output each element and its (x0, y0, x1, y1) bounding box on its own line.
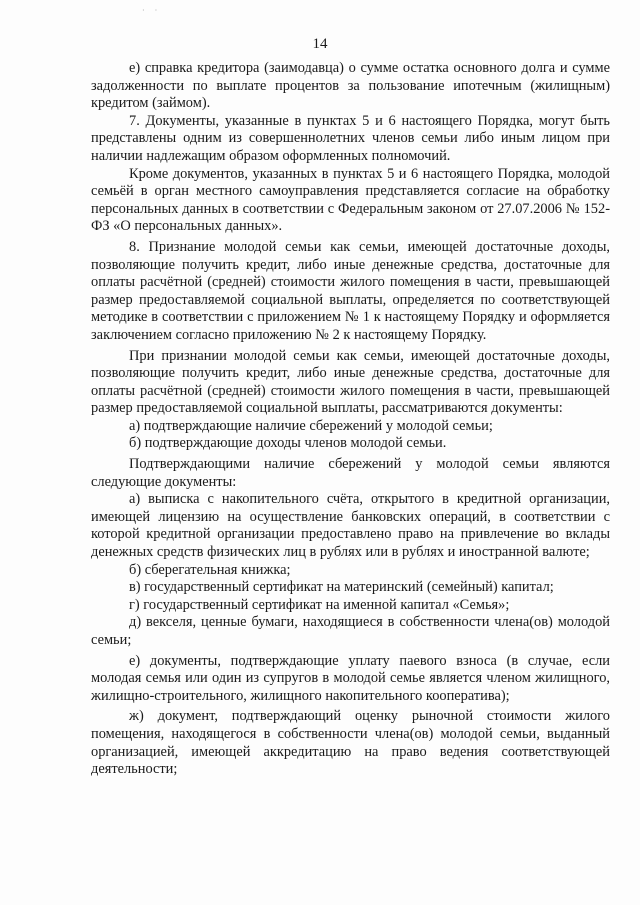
paragraph: в) государственный сертификат на материнский (семейный) капитал; (129, 579, 554, 596)
paragraph: 8. Признание молодой семьи как семьи, имеющей достаточные доходы, позволяющие получить кредит, либо иные денежные средства, достаточные для оплаты расчётной (средней) стоимости жилого помещения в части, превышающей размер предоставляемой социальной выплаты, определяется по соответствующей методике в соответствии с приложением № 1 к настоящему Порядку и оформляется заключением согласно приложению № 2 к настоящему Порядку. (91, 238, 610, 343)
paragraph: е) справка кредитора (заимодавца) о сумме остатка основного долга и сумме задолженности по выплате процентов за пользование ипотечным (жилищным) кредитом (займом). (91, 60, 610, 112)
paragraph: г) государственный сертификат на именной капитал «Семья»; (129, 596, 510, 613)
paragraph: д) векселя, ценные бумаги, находящиеся в собственности члена(ов) молодой семьи; (91, 614, 610, 648)
paragraph: а) выписка с накопительного счёта, открытого в кредитной организации, имеющей лицензию на осуществление банковских операций, в соответствии с которой кредитной организации предоставлено право на привлечение во вклады денежных средств физических лиц в рублях или в рублях и иностранной валюте; (91, 491, 610, 561)
paragraph: е) документы, подтверждающие уплату паевого взноса (в случае, если молодая семья или один из супругов в молодой семье является членом жилищного, жилищно-строительного, жилищного накопительного кооператива); (91, 652, 610, 704)
paragraph: Подтверждающими наличие сбережений у молодой семьи являются следующие документы: (91, 456, 610, 490)
paragraph: Кроме документов, указанных в пунктах 5 и 6 настоящего Порядка, молодой семьёй в орган местного самоуправления представляется согласие на обработку персональных данных в соответствии с Федеральным законом от 27.07.2006 № 152-ФЗ «О персональных данных». (91, 165, 610, 235)
paragraph: а) подтверждающие наличие сбережений у молодой семьи; (129, 417, 493, 434)
paragraph: 7. Документы, указанные в пунктах 5 и 6 настоящего Порядка, могут быть представлены одним из совершеннолетних членов семьи либо иным лицом при наличии надлежащим образом оформленных полномочий. (91, 112, 610, 164)
paragraph: б) подтверждающие доходы членов молодой семьи. (129, 435, 447, 452)
paragraph: При признании молодой семьи как семьи, имеющей достаточные доходы, позволяющие получить кредит, либо иные денежные средства, достаточные для оплаты расчётной (средней) стоимости жилого помещения в части, превышающей размер предоставляемой социальной выплаты, рассматриваются документы: (91, 347, 610, 417)
body-text (91, 60, 610, 779)
scan-artifact: · · (142, 6, 162, 15)
page-number: 14 (312, 36, 328, 52)
paragraph: ж) документ, подтверждающий оценку рыночной стоимости жилого помещения, находящегося в собственности члена(ов) молодой семьи, выданный организацией, имеющей аккредитацию на право ведения соответствующей деятельности; (91, 708, 610, 778)
paragraph: б) сберегательная книжка; (129, 561, 291, 578)
